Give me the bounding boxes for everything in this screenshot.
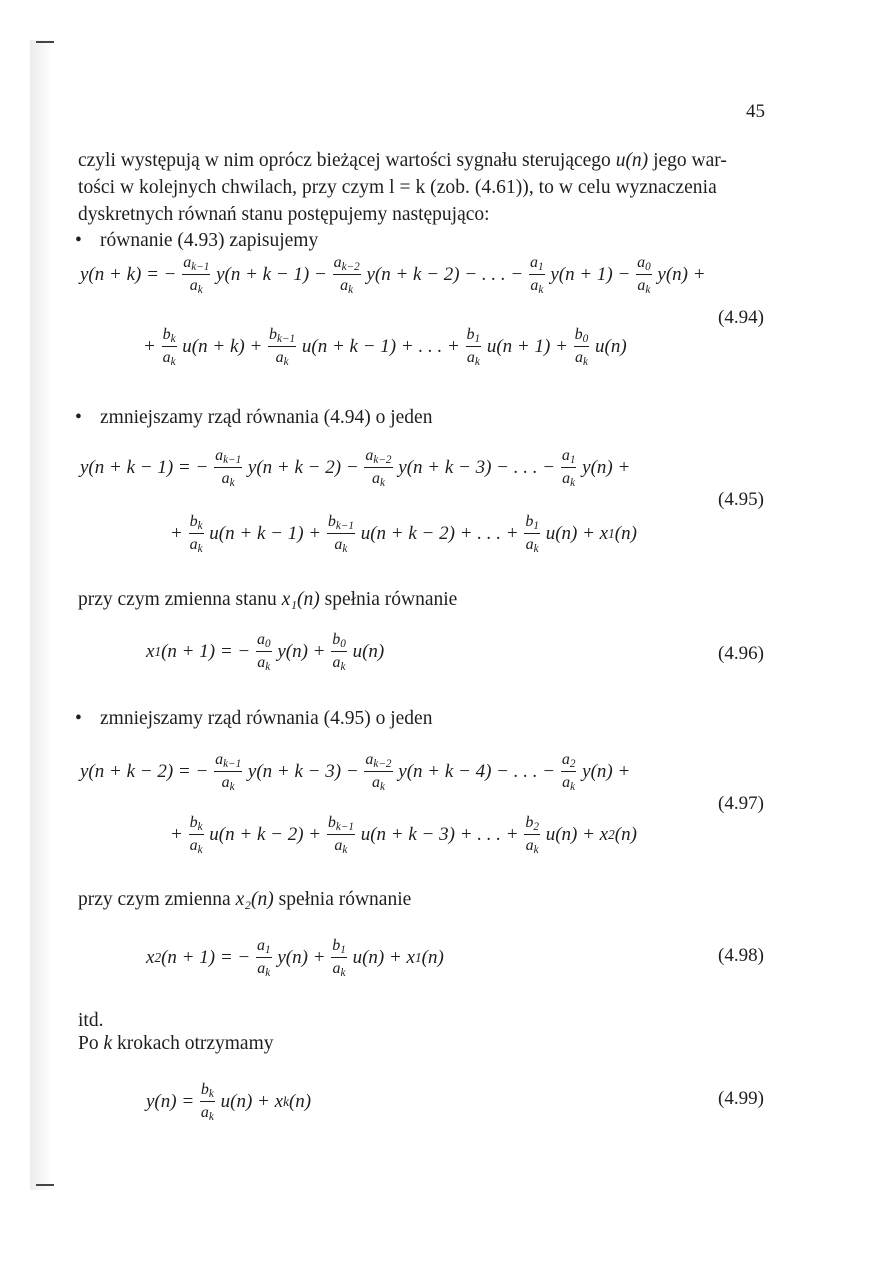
equation-4-99: y(n) = $\frac{b_k}{a_k}$ u(n) + x k (n) bbox=[146, 1081, 312, 1123]
equation-tag: (4.99) bbox=[718, 1088, 764, 1109]
itd-text: itd. bbox=[78, 1010, 104, 1031]
equation-4-95-line-1: y(n + k − 1) = − $\frac{a_{k-1}}{a_k}$ y(n + k − 2) − $\frac{a_{k-2}}{a_k}$ y(n + k − 3) − . . . − $\frac{a_1}{a_k}$ y(n) + bbox=[80, 447, 631, 489]
scan-edge-mark bbox=[36, 1184, 54, 1186]
intro-line-2: tości w kolejnych chwilach, przy czym l = k (zob. (4.61)), to w celu wyznaczenia bbox=[78, 177, 717, 198]
equation-4-95-line-2: + $\frac{b_k}{a_k}$ u(n + k − 1) + $\frac{b_{k-1}}{a_k}$ u(n + k − 2) + . . . + $\frac{b_1}{a_k}$ u(n) + x 1 (n) bbox=[170, 513, 637, 555]
bullet-dot-icon: • bbox=[75, 407, 82, 428]
bullet-dot-icon: • bbox=[75, 708, 82, 729]
equation-tag: (4.97) bbox=[718, 793, 764, 814]
equation-4-96: x 1 (n + 1) = − $\frac{a_0}{a_k}$ y(n) + $\frac{b_0}{a_k}$ u(n) bbox=[146, 631, 385, 673]
equation-tag: (4.98) bbox=[718, 945, 764, 966]
steps-text: Po k krokach otrzymamy bbox=[78, 1033, 274, 1054]
intro-line-3: dyskretnych równań stanu postępujemy następująco: bbox=[78, 204, 490, 225]
equation-4-97-line-1: y(n + k − 2) = − $\frac{a_{k-1}}{a_k}$ y(n + k − 3) − $\frac{a_{k-2}}{a_k}$ y(n + k − 4) − . . . − $\frac{a_2}{a_k}$ y(n) + bbox=[80, 751, 631, 793]
equation-tag: (4.94) bbox=[718, 307, 764, 328]
equation-4-97-line-2: + $\frac{b_k}{a_k}$ u(n + k − 2) + $\frac{b_{k-1}}{a_k}$ u(n + k − 3) + . . . + $\frac{b_2}{a_k}$ u(n) + x 2 (n) bbox=[170, 814, 637, 856]
bullet-dot-icon: • bbox=[75, 230, 82, 251]
equation-tag: (4.95) bbox=[718, 489, 764, 510]
equation-tag: (4.96) bbox=[718, 643, 764, 664]
equation-4-94-line-2: + $\frac{b_k}{a_k}$ u(n + k) + $\frac{b_{k-1}}{a_k}$ u(n + k − 1) + . . . + $\frac{b_1}{a_k}$ u(n + 1) + $\frac{b_0}{a_k}$ u(n) bbox=[143, 326, 627, 368]
bullet-item: • równanie (4.93) zapisujemy bbox=[75, 227, 318, 254]
scan-page-edge-shadow bbox=[30, 40, 52, 1190]
page-number: 45 bbox=[746, 101, 765, 122]
bullet-item: • zmniejszamy rząd równania (4.94) o jeden bbox=[75, 404, 432, 431]
condition-x1: przy czym zmienna stanu x₁(n) spełnia równanie bbox=[78, 589, 458, 610]
bullet-item: • zmniejszamy rząd równania (4.95) o jeden bbox=[75, 705, 432, 732]
condition-x2: przy czym zmienna x₂(n) spełnia równanie bbox=[78, 889, 412, 910]
equation-4-98: x 2 (n + 1) = − $\frac{a_1}{a_k}$ y(n) + $\frac{b_1}{a_k}$ u(n) + x 1 (n) bbox=[146, 937, 444, 979]
intro-line-1: czyli występują w nim oprócz bieżącej wartości sygnału sterującego u(n) jego war- bbox=[78, 150, 727, 171]
scan-edge-mark bbox=[36, 41, 54, 43]
equation-4-94-line-1: y(n + k) = − $\frac{a_{k-1}}{a_k}$ y(n + k − 1) − $\frac{a_{k-2}}{a_k}$ y(n + k − 2) − . . . − $\frac{a_1}{a_k}$ y(n + 1) − $\frac{a_0}{a_k}$ y(n) + bbox=[80, 254, 706, 296]
